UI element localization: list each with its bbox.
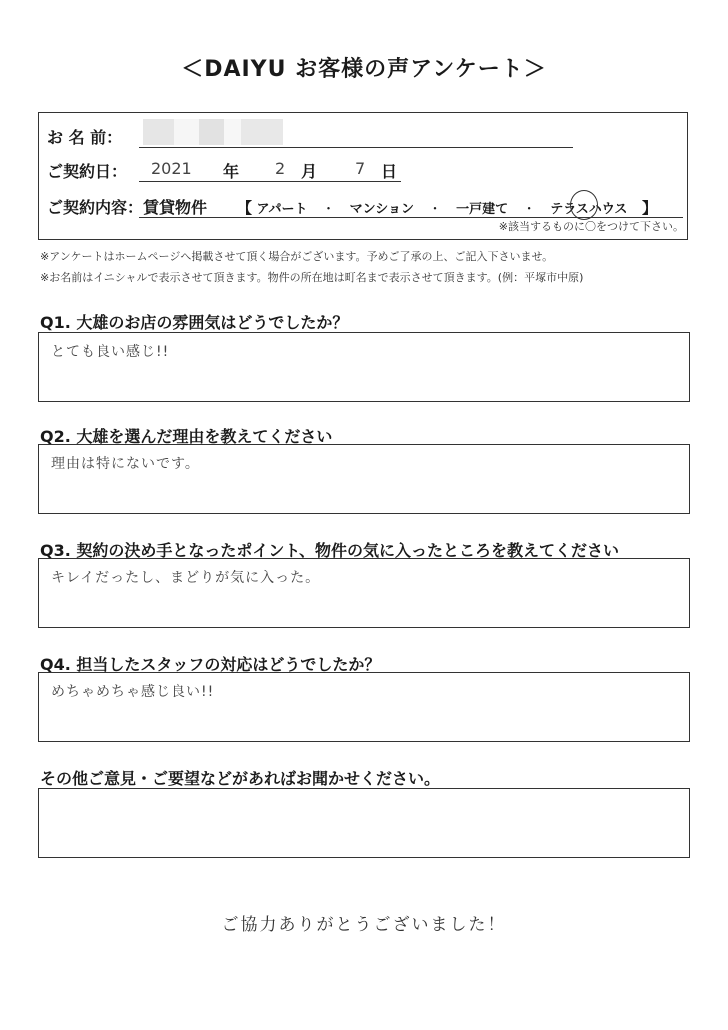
date-month: 2 bbox=[275, 159, 286, 178]
question-3-label: Q3. 契約の決め手となったポイント、物件の気に入ったところを教えてください bbox=[40, 541, 619, 560]
option-separator: ・ bbox=[322, 202, 336, 217]
date-day-unit: 日 bbox=[381, 162, 398, 181]
name-underline bbox=[139, 147, 573, 148]
question-3-answer: キレイだったし、まどりが気に入った。 bbox=[51, 570, 321, 586]
note-line: ※お名前はイニシャルで表示させて頂きます。物件の所在地は町名まで表示させて頂きます。(例：平塚市中原) bbox=[40, 271, 584, 284]
circle-instruction-note: ※該当するものに〇をつけて下さい。 bbox=[498, 220, 684, 233]
question-4-answer: めちゃめちゃ感じ良い!! bbox=[51, 684, 215, 700]
survey-title: ＜DAIYU お客様の声アンケート＞ bbox=[181, 57, 547, 82]
question-1-answer-box bbox=[38, 332, 690, 402]
thanks-message: ご協力ありがとうございました！ bbox=[221, 915, 507, 935]
option-detached-house: 一戸建て bbox=[456, 202, 509, 217]
question-4-answer-box bbox=[38, 672, 690, 742]
contract-type-label: ご契約内容：賃貸物件 bbox=[47, 198, 208, 217]
date-month-unit: 月 bbox=[301, 162, 318, 181]
bracket-open: 【 bbox=[237, 199, 253, 217]
date-day: 7 bbox=[355, 159, 366, 178]
date-underline bbox=[139, 181, 401, 182]
question-1-answer: とても良い感じ!! bbox=[51, 344, 170, 360]
date-year: 2021 bbox=[151, 159, 192, 178]
notes-block bbox=[40, 246, 583, 288]
redacted-name bbox=[143, 119, 283, 145]
other-comments-label: その他ご意見・ご要望などがあればお聞かせください。 bbox=[40, 769, 441, 788]
question-2-answer: 理由は特にないです。 bbox=[51, 456, 200, 472]
question-2-answer-box bbox=[38, 444, 690, 514]
option-terrace-house-label: テラスハウス bbox=[550, 202, 628, 217]
question-4-label: Q4. 担当したスタッフの対応はどうでしたか？ bbox=[40, 655, 381, 674]
question-1-label: Q1. 大雄のお店の雰囲気はどうでしたか？ bbox=[40, 313, 349, 332]
bracket-close: 】 bbox=[641, 199, 657, 217]
option-separator: ・ bbox=[428, 202, 442, 217]
option-terrace-house bbox=[550, 198, 627, 217]
option-apartment: アパート bbox=[256, 202, 308, 217]
option-separator: ・ bbox=[522, 202, 536, 217]
contract-type-options bbox=[237, 197, 657, 218]
date-year-unit: 年 bbox=[223, 162, 240, 181]
date-label: ご契約日： bbox=[47, 162, 128, 181]
question-3-answer-box bbox=[38, 558, 690, 628]
note-line: ※アンケートはホームページへ掲載させて頂く場合がございます。予めご了承の上、ご記入下さいませ。 bbox=[40, 250, 554, 263]
name-label: お 名 前： bbox=[47, 128, 123, 147]
question-2-label: Q2. 大雄を選んだ理由を教えてください bbox=[40, 427, 333, 446]
option-mansion: マンション bbox=[349, 202, 415, 217]
other-comments-box bbox=[38, 788, 690, 858]
selection-circle-mark bbox=[570, 190, 598, 220]
